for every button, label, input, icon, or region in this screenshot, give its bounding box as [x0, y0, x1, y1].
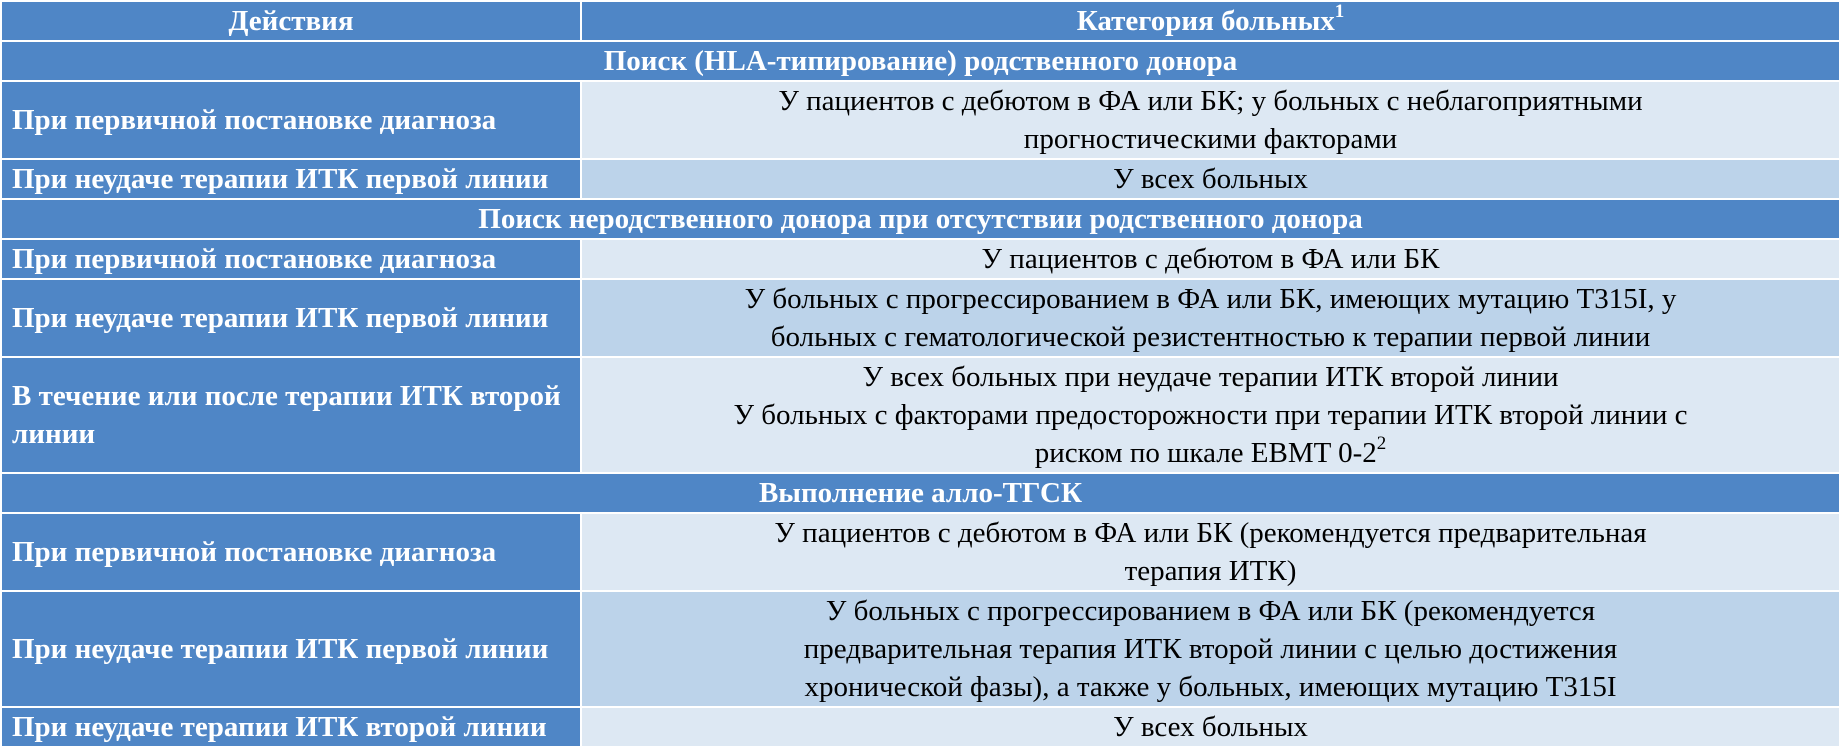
table-row — [1, 159, 1839, 199]
category-line-text: У пациентов с дебютом в ФА или БК — [981, 243, 1440, 275]
category-line — [592, 592, 1829, 630]
section-row — [1, 41, 1839, 81]
category-line-text: У больных с факторами предосторожности при терапии ИТК второй линии с — [733, 399, 1688, 431]
section-title: Поиск неродственного донора при отсутствии родственного донора — [1, 199, 1839, 239]
header-category-label: Категория больных — [1076, 5, 1335, 37]
action-cell: При неудаче терапии ИТК второй линии — [1, 707, 581, 747]
category-line — [592, 240, 1829, 278]
category-line-text: больных с гематологической резистентностью к терапии первой линии — [770, 321, 1651, 353]
action-cell: При неудаче терапии ИТК первой линии — [1, 591, 581, 707]
header-actions: Действия — [1, 1, 581, 41]
category-line — [592, 434, 1829, 472]
category-line-text: У всех больных при неудаче терапии ИТК второй линии — [862, 361, 1559, 393]
section-title: Поиск (HLA-типирование) родственного донора — [1, 41, 1839, 81]
action-cell: При неудаче терапии ИТК первой линии — [1, 159, 581, 199]
action-cell: При первичной постановке диагноза — [1, 81, 581, 159]
category-line — [592, 552, 1829, 590]
category-line-text: предварительная терапия ИТК второй линии с целью достижения — [803, 633, 1618, 665]
table-row — [1, 513, 1839, 591]
category-cell — [581, 81, 1839, 159]
action-cell: При неудаче терапии ИТК первой линии — [1, 279, 581, 357]
category-line — [592, 396, 1829, 434]
table-row — [1, 81, 1839, 159]
header-category — [581, 1, 1839, 41]
category-line-text: У больных с прогрессированием в ФА или БК, имеющих мутацию T315I, у — [744, 283, 1677, 315]
category-line — [592, 280, 1829, 318]
category-line-text: У всех больных — [1113, 163, 1308, 195]
section-row — [1, 199, 1839, 239]
category-line — [592, 668, 1829, 706]
category-cell — [581, 159, 1839, 199]
action-cell: В течение или после терапии ИТК второй линии — [1, 357, 581, 473]
category-cell — [581, 239, 1839, 279]
category-cell — [581, 707, 1839, 747]
table-header-row — [1, 1, 1839, 41]
action-cell: При первичной постановке диагноза — [1, 513, 581, 591]
category-cell — [581, 513, 1839, 591]
footnote-marker: 1 — [1334, 1, 1345, 23]
category-cell — [581, 591, 1839, 707]
category-line-text: прогностическими факторами — [1023, 123, 1398, 155]
section-title: Выполнение алло-ТГСК — [1, 473, 1839, 513]
category-line — [592, 514, 1829, 552]
category-line — [592, 120, 1829, 158]
category-line-text: терапия ИТК) — [1124, 555, 1297, 587]
action-cell: При первичной постановке диагноза — [1, 239, 581, 279]
table-body — [1, 41, 1839, 747]
footnote-marker: 2 — [1376, 433, 1387, 455]
category-line-text: У пациентов с дебютом в ФА или БК (рекомендуется предварительная — [774, 517, 1647, 549]
category-line — [592, 82, 1829, 120]
table-row — [1, 279, 1839, 357]
table-row — [1, 239, 1839, 279]
category-line-text: У больных с прогрессированием в ФА или БК (рекомендуется — [825, 595, 1596, 627]
category-line — [592, 708, 1829, 746]
category-line-text: У пациентов с дебютом в ФА или БК; у больных с неблагоприятными — [778, 85, 1643, 117]
category-line — [592, 358, 1829, 396]
category-cell — [581, 357, 1839, 473]
category-line-text: хронической фазы), а также у больных, имеющих мутацию T315I — [804, 671, 1617, 703]
category-line-text: У всех больных — [1113, 711, 1308, 743]
table-row — [1, 707, 1839, 747]
category-line — [592, 630, 1829, 668]
section-row — [1, 473, 1839, 513]
category-line — [592, 160, 1829, 198]
category-line — [592, 318, 1829, 356]
category-line-text: риском по шкале EBMT 0-2 — [1034, 437, 1377, 469]
category-cell — [581, 279, 1839, 357]
table-row — [1, 591, 1839, 707]
table-row — [1, 357, 1839, 473]
